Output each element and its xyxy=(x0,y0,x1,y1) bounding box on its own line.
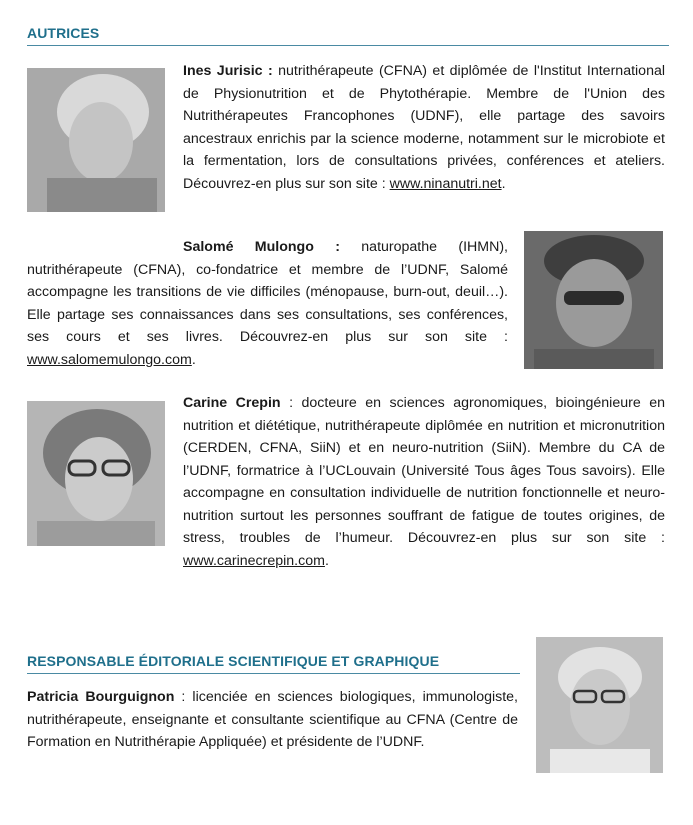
portrait-photo-icon xyxy=(27,68,165,212)
author-description: nutrithérapeute (CFNA) et diplômée de l'Institut International de Physionutrition et de Phytothérapie. Membre de l'Union des Nutrithérapeutes Francophones (UDNF), elle partage des savoirs ancestraux enrichis par la science moderne, notamment sur le microbiote et la fermentation, lors de consultations privées, conférences et ateliers. Découvrez-en plus sur son site : xyxy=(183,63,665,192)
section-heading-editor: RESPONSABLE ÉDITORIALE SCIENTIFIQUE ET GRAPHIQUE xyxy=(27,653,440,669)
portrait-photo-icon xyxy=(536,637,663,773)
heading-rule xyxy=(27,45,669,46)
author-name: Salomé Mulongo : xyxy=(183,239,340,255)
editor-bio-patricia xyxy=(27,686,518,754)
author-website-link[interactable]: www.salomemulongo.com xyxy=(27,351,192,368)
editor-photo-patricia xyxy=(536,637,663,773)
author-bio-salome: Salomé Mulongo : naturopathe (IHMN), nutrithérapeute (CFNA), co-fondatrice et membre de l’UDNF, Salomé accompagne les transitions de vie difficiles (ménopause, burn-out, deuil…). Elle partage ses connaissances dans ses consultations, ses conférences, ses cours et ses livres. Découvrez-en plus sur son site : www.salomemulongo.com. xyxy=(27,239,508,368)
author-bio-ines: Ines Jurisic : nutrithérapeute (CFNA) et diplômée de l'Institut International de Physionutrition et de Phytothérapie. Membre de l'Union des Nutrithérapeutes Francophones (UDNF), elle partage des savoirs ancestraux enrichis par la science moderne, notamment sur le microbiote et la fermentation, lors de consultations privées, conférences et ateliers. Découvrez-en plus sur son site : www.ninanutri.net. xyxy=(183,63,665,192)
heading-rule xyxy=(27,673,520,674)
author-bio-carine: Carine Crepin : docteure en sciences agronomiques, bioingénieure en nutrition et diététique, nutrithérapeute diplômée en nutrition et micronutrition (CERDEN, CFNA, SiiN) et en neuro-nutrition (SiiN). Membre du CA de l’UDNF, formatrice à l’UCLouvain (Université Tous âges Tous savoirs). Elle accompagne en consultation individuelle de nutrition fonctionnelle et neuro-nutrition surtout les personnes souffrant de fatigue de toutes origines, de stress, troubles de l’humeur. Découvrez-en plus sur son site : www.carinecrepin.com. xyxy=(183,395,666,569)
portrait-photo-icon xyxy=(524,231,663,369)
author-photo-ines xyxy=(27,68,165,212)
author-website-link[interactable]: www.carinecrepin.com xyxy=(183,552,325,569)
author-description: naturopathe (IHMN), nutrithérapeute (CFNA), co-fondatrice et membre de l’UDNF, Salomé accompagne les transitions de vie difficiles (ménopause, burn-out, deuil…). Elle partage ses connaissances dans ses consultations, ses conférences, ses cours et ses livres. Découvrez-en plus sur son site : xyxy=(27,239,508,345)
author-description: : docteure en sciences agronomiques, bioingénieure en nutrition et diététique, nutrithérapeute diplômée en nutrition et micronutrition (CERDEN, CFNA, SiiN) et en neuro-nutrition (SiiN). Membre du CA de l’UDNF, formatrice à l’UCLouvain (Université Tous âges Tous savoirs). Elle accompagne en consultation individuelle de nutrition fonctionnelle et neuro-nutrition surtout les personnes souffrant de fatigue de toutes origines, de stress, troubles de l’humeur. Découvrez-en plus sur son site : xyxy=(183,395,666,546)
author-website-link[interactable]: www.ninanutri.net xyxy=(389,175,502,192)
editor-name: Patricia Bourguignon xyxy=(27,689,175,705)
author-name: Carine Crepin xyxy=(183,395,281,411)
section-heading-autrices: AUTRICES xyxy=(27,25,100,41)
editor-description: : licenciée en sciences biologiques, immunologiste, nutrithérapeute, enseignante et consultante scientifique au CFNA (Centre de Formation en Nutrithérapie Appliquée) et présidente de l’UDNF. xyxy=(27,689,518,750)
author-name: Ines Jurisic : xyxy=(183,63,273,79)
author-photo-salome xyxy=(524,231,663,369)
